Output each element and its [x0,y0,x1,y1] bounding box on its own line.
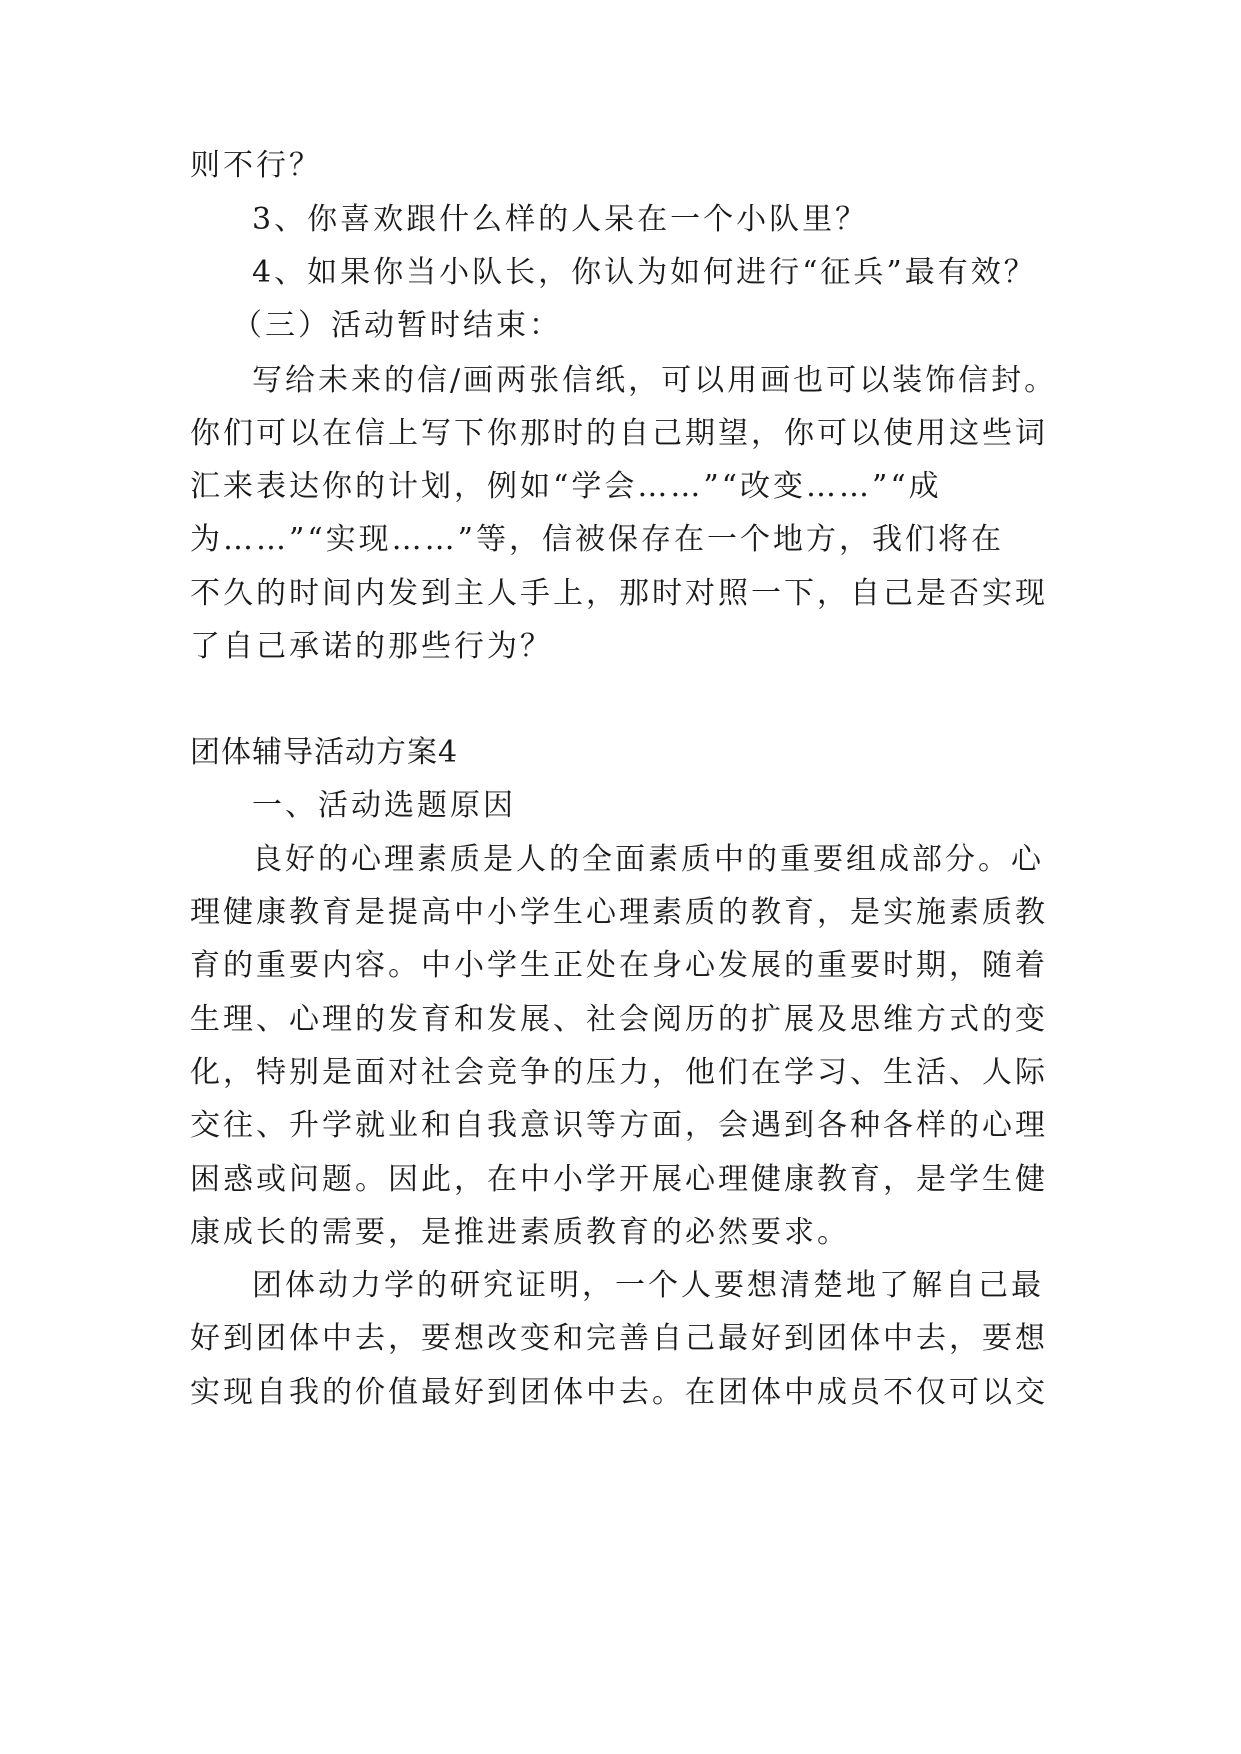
document-title: 团体辅导活动方案4 [190,735,459,770]
paragraph-line: 为……”“实现……”等，信被保存在一个地方，我们将在 [190,522,1005,557]
paragraph-line: 不久的时间内发到主人手上，那时对照一下，自己是否实现 [190,576,1048,611]
paragraph-line: 写给未来的信/画两张信纸，可以用画也可以装饰信封。 [252,363,1058,398]
section-heading: 一、活动选题原因 [252,788,516,823]
paragraph-line: 良好的心理素质是人的全面素质中的重要组成部分。心 [252,842,1044,877]
paragraph-line: 育的重要内容。中小学生正处在身心发展的重要时期，随着 [190,948,1048,983]
paragraph-line: 你们可以在信上写下你那时的自己期望，你可以使用这些词 [190,416,1048,451]
paragraph-line: 化，特别是面对社会竞争的压力，他们在学习、生活、人际 [190,1055,1048,1090]
paragraph-line: 生理、心理的发育和发展、社会阅历的扩展及思维方式的变 [190,1002,1048,1037]
paragraph-line: 理健康教育是提高中小学生心理素质的教育，是实施素质教 [190,895,1048,930]
question-3: 3、你喜欢跟什么样的人呆在一个小队里？ [252,202,869,237]
paragraph-line: 了自己承诺的那些行为？ [190,629,553,664]
paragraph-line: 汇来表达你的计划，例如“学会……”“改变……”“成 [190,469,942,504]
text-line: 则不行？ [190,148,322,183]
paragraph-line: 实现自我的价值最好到团体中去。在团体中成员不仅可以交 [190,1375,1048,1410]
paragraph-line: 交往、升学就业和自我意识等方面，会遇到各种各样的心理 [190,1108,1048,1143]
paragraph-line: 康成长的需要，是推进素质教育的必然要求。 [190,1215,850,1250]
question-4: 4、如果你当小队长，你认为如何进行“征兵”最有效？ [252,255,1037,290]
paragraph-line: 困惑或问题。因此，在中小学开展心理健康教育，是学生健 [190,1162,1048,1197]
section-heading: （三）活动暂时结束： [232,308,562,343]
paragraph-line: 团体动力学的研究证明，一个人要想清楚地了解自己最 [252,1268,1044,1303]
paragraph-line: 好到团体中去，要想改变和完善自己最好到团体中去，要想 [190,1321,1048,1356]
